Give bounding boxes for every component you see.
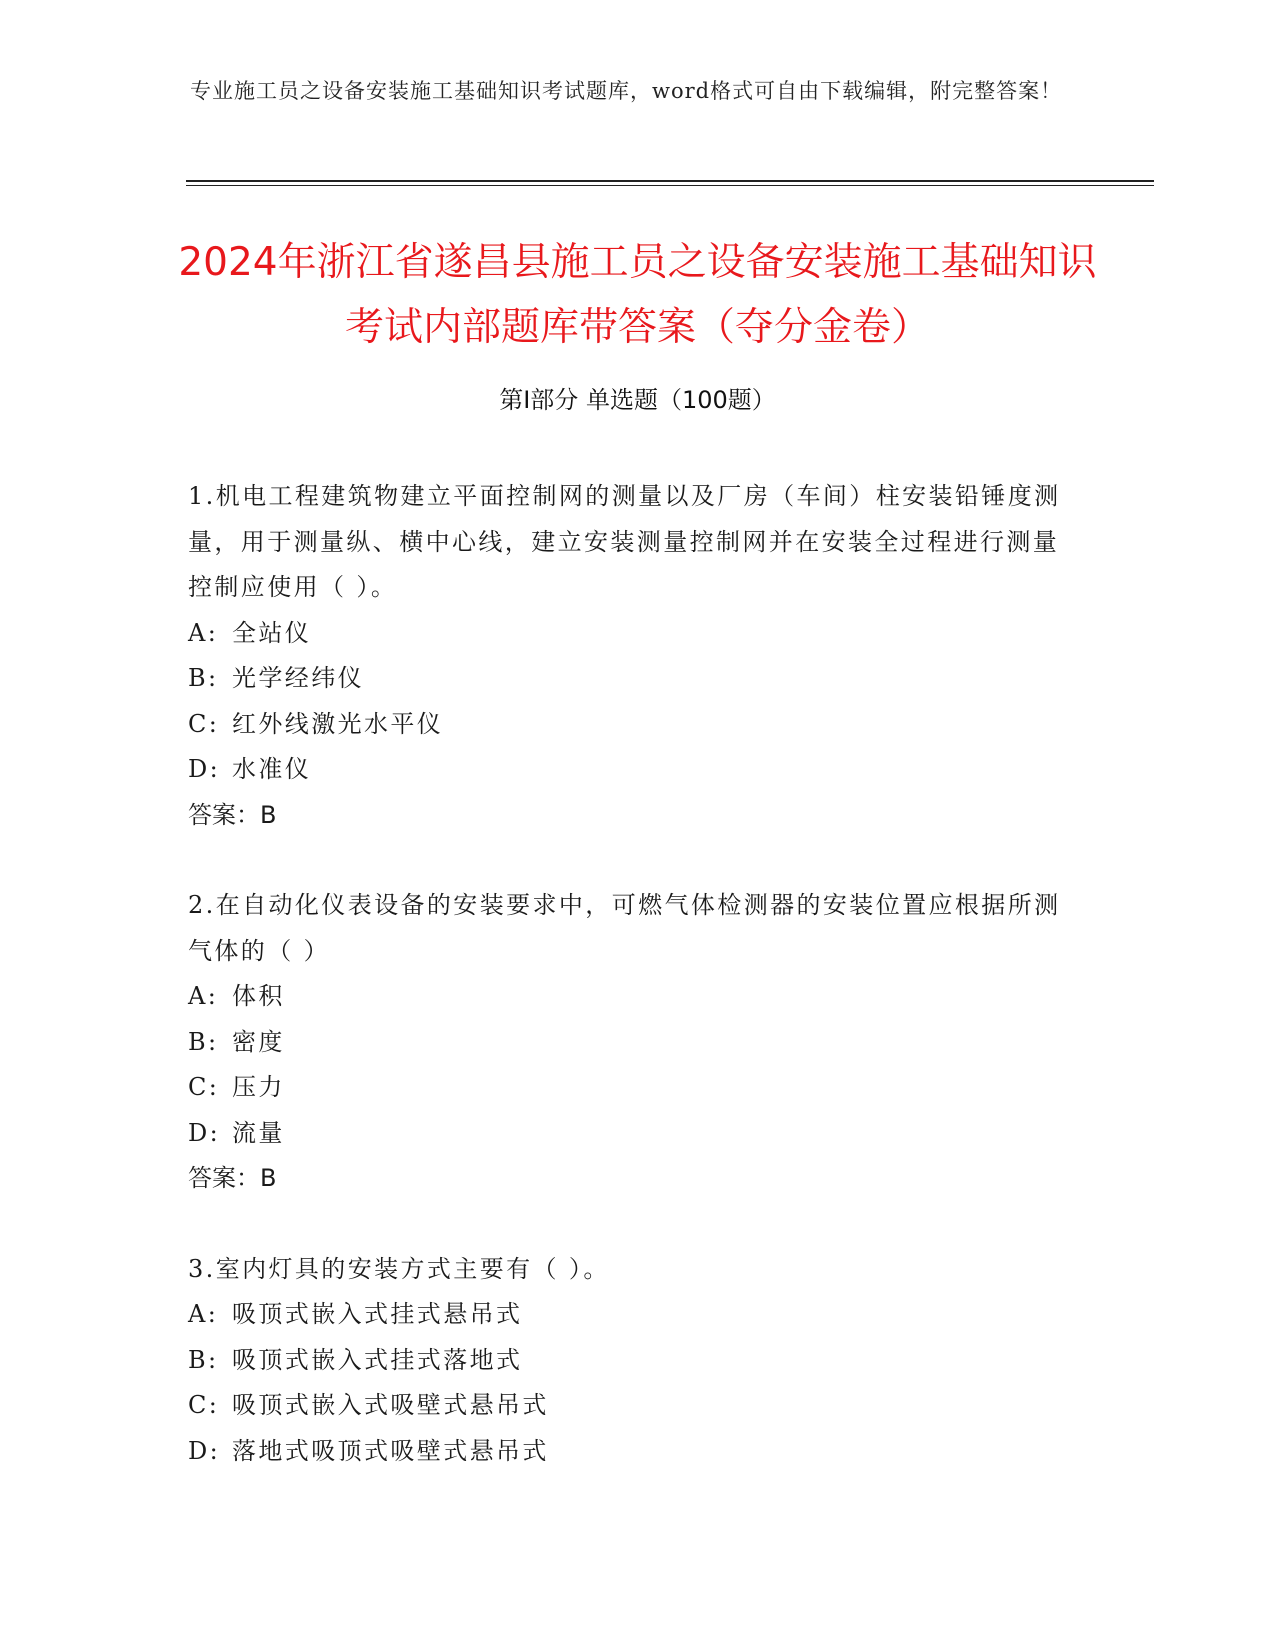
- option-letter: B:: [188, 664, 219, 692]
- option-c: [188, 702, 1068, 748]
- question-3: [188, 1247, 1068, 1475]
- question-1: [188, 474, 1068, 838]
- option-text: 流量: [232, 1118, 285, 1147]
- question-stem: 1.机电工程建筑物建立平面控制网的测量以及厂房（车间）柱安装铅锤度测量，用于测量纵、横中心线，建立安装测量控制网并在安装全过程进行测量控制应使用（ ）。: [188, 482, 1061, 601]
- option-d: [188, 747, 1068, 793]
- option-text: 水准仪: [232, 755, 312, 783]
- option-letter: B:: [188, 1027, 219, 1056]
- option-a: [188, 974, 1068, 1020]
- option-letter: C:: [188, 709, 220, 738]
- option-b: [188, 1338, 1068, 1384]
- answer-line: 答案：B: [188, 1164, 277, 1192]
- option-d: [188, 1429, 1068, 1475]
- header-divider-thick: [186, 180, 1154, 182]
- header-divider-thin: [186, 185, 1154, 186]
- option-letter: B:: [188, 1345, 219, 1374]
- document-title: 2024年浙江省遂昌县施工员之设备安装施工基础知识考试内部题库带答案（夺分金卷）: [178, 240, 1097, 350]
- option-a: [188, 1292, 1068, 1338]
- option-letter: A:: [188, 1300, 219, 1328]
- option-a: [188, 611, 1068, 657]
- option-letter: D:: [188, 755, 221, 783]
- option-text: 落地式吸顶式吸壁式悬吊式: [232, 1436, 549, 1465]
- option-letter: C:: [188, 1391, 220, 1419]
- question-stem: 2.在自动化仪表设备的安装要求中，可燃气体检测器的安装位置应根据所测气体的（ ）: [188, 891, 1061, 965]
- intro-text: 专业施工员之设备安装施工基础知识考试题库，word格式可自由下载编辑，附完整答案！: [190, 79, 1063, 103]
- question-2: [188, 883, 1068, 1202]
- option-text: 密度: [232, 1027, 285, 1056]
- option-letter: A:: [188, 982, 219, 1010]
- option-letter: C:: [188, 1073, 220, 1101]
- option-letter: D:: [188, 1118, 221, 1147]
- option-letter: A:: [188, 618, 219, 647]
- option-b: [188, 656, 1068, 702]
- option-text: 光学经纬仪: [232, 664, 364, 692]
- option-text: 红外线激光水平仪: [232, 709, 444, 738]
- option-text: 全站仪: [232, 618, 312, 647]
- option-b: [188, 1020, 1068, 1066]
- option-c: [188, 1383, 1068, 1429]
- section-heading: 第Ⅰ部分 单选题（100题）: [499, 386, 776, 414]
- option-text: 吸顶式嵌入式挂式悬吊式: [232, 1300, 523, 1328]
- option-letter: D:: [188, 1436, 221, 1465]
- question-stem: 3.室内灯具的安装方式主要有（ ）。: [188, 1254, 610, 1283]
- option-text: 吸顶式嵌入式挂式落地式: [232, 1345, 523, 1374]
- option-text: 吸顶式嵌入式吸壁式悬吊式: [232, 1391, 549, 1419]
- question-list: [188, 474, 1068, 1519]
- answer-line: 答案：B: [188, 800, 277, 829]
- option-c: [188, 1065, 1068, 1111]
- option-d: [188, 1111, 1068, 1157]
- option-text: 压力: [232, 1073, 285, 1101]
- option-text: 体积: [232, 982, 285, 1010]
